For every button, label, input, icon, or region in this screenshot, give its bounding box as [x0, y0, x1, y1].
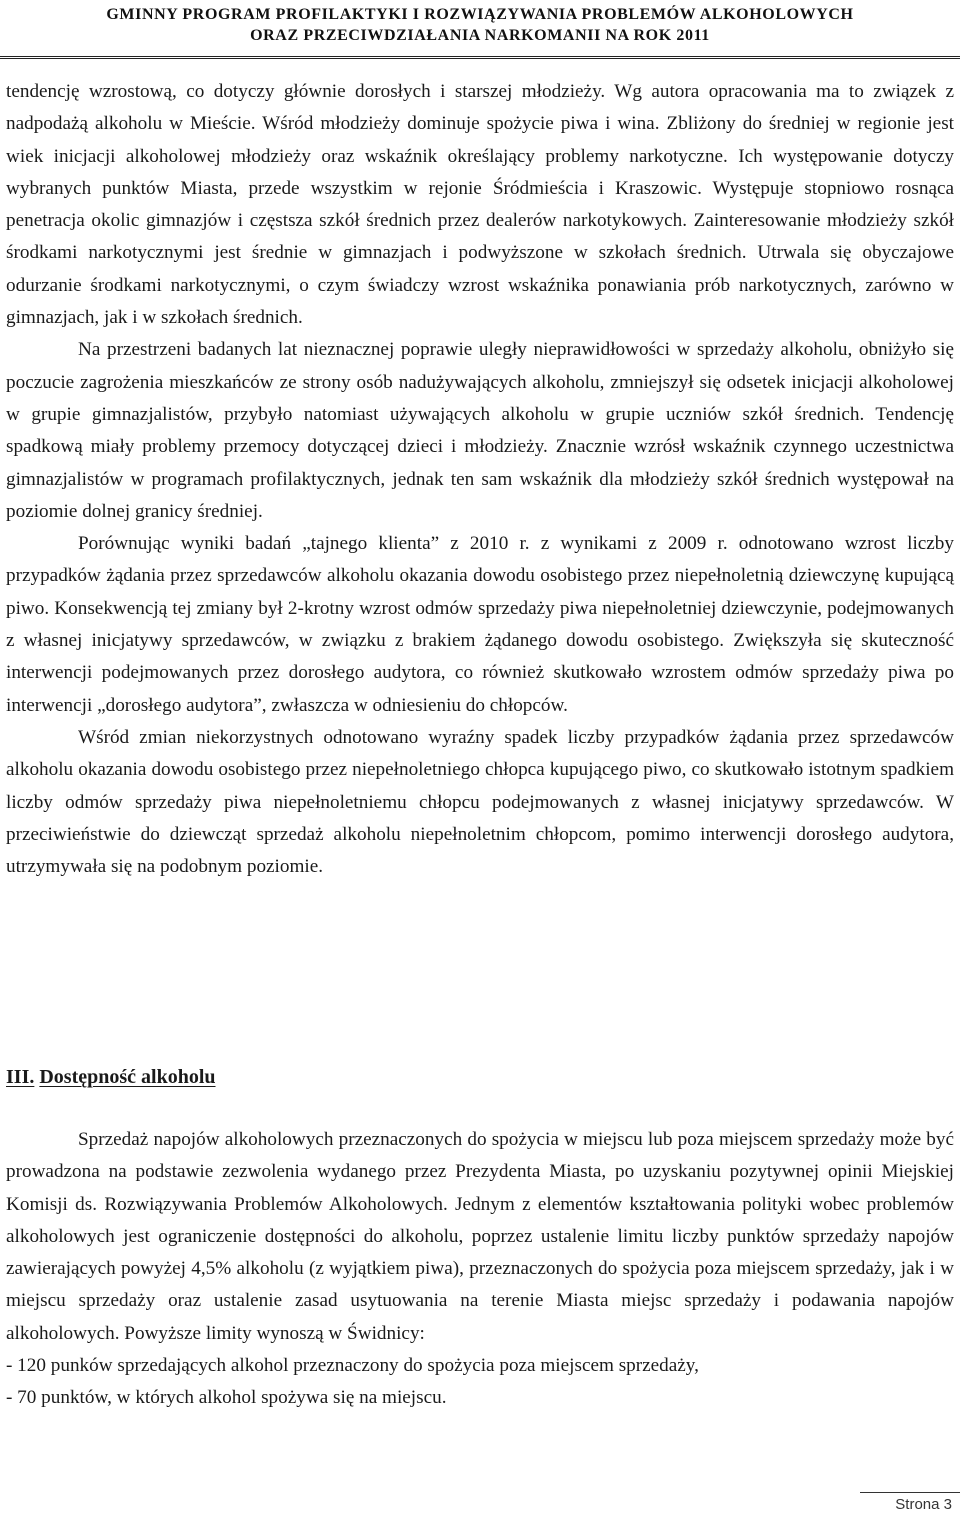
list-item: - 70 punktów, w których alkohol spożywa się na miejscu. — [6, 1387, 447, 1409]
section-number: III. — [6, 1066, 35, 1088]
page-number: Strona 3 — [895, 1496, 952, 1513]
document-header — [0, 0, 960, 58]
section-heading — [6, 1062, 216, 1092]
section-paragraph: Sprzedaż napojów alkoholowych przeznaczonych do spożycia w miejscu lub poza miejscem sprzedaży może być prowadzona na podstawie zezwolenia wydanego przez Prezydenta Miasta, po uzyskaniu pozytywnej opinii Miejskiej Komisji ds. Rozwiązywania Problemów Alkoholowych. Jednym z elementów kształtowania polityki wobec problemów alkoholowych jest ograniczenie dostępności do alkoholu, poprzez ustalenie limitu liczby punktów sprzedaży napojów zawierających powyżej 4,5% alkoholu (z wyjątkiem piwa), przeznaczonych do spożycia poza miejscem sprzedaży, jak i w miejscu sprzedaży oraz ustalenie zasad usytuowania na terenie Miasta miejsc sprzedaży i podawania napojów alkoholowych. Powyższe limity wynoszą w Świdnicy: — [6, 1129, 954, 1344]
list-item: - 120 punków sprzedających alkohol przeznaczony do spożycia poza miejscem sprzedaży, — [6, 1355, 699, 1377]
footer-divider — [860, 1492, 960, 1493]
paragraph-2: Na przestrzeni badanych lat nieznacznej poprawie uległy nieprawidłowości w sprzedaży alkoholu, obniżyło się poczucie zagrożenia mieszkańców ze strony osób nadużywających alkoholu, zmniejszył się odsetek inicjacji alkoholowej w grupie gimnazjalistów, przybyło natomiast używających alkoholu w grupie uczniów szkół średnich. Tendencję spadkową miały problemy przemocy dotyczącej dzieci i młodzieży. Znacznie wzrósł wskaźnik czynnego uczestnictwa gimnazjalistów w programach profilaktycznych, jednak ten sam wskaźnik dla młodzieży szkół średnich występował na poziomie dolnej granicy średniej. — [6, 339, 954, 522]
body-text — [6, 76, 954, 883]
header-divider — [0, 56, 960, 59]
section-title: Dostępność alkoholu — [39, 1066, 216, 1088]
paragraph-4: Wśród zmian niekorzystnych odnotowano wyraźny spadek liczby przypadków żądania przez sprzedawców alkoholu okazania dowodu osobistego przez niepełnoletniego chłopca kupującego piwo, co skutkowało istotnym spadkiem liczby odmów sprzedaży piwa niepełnoletniemu chłopcu podejmowanych z własnej inicjatywy sprzedawców. W przeciwieństwie do dziewcząt sprzedaż alkoholu niepełnoletnim chłopcom, pomimo interwencji dorosłego audytora, utrzymywała się na podobnym poziomie. — [6, 726, 954, 878]
header-line-2: ORAZ PRZECIWDZIAŁANIA NARKOMANII NA ROK 2011 — [250, 27, 710, 44]
paragraph-1: tendencję wzrostową, co dotyczy głównie dorosłych i starszej młodzieży. Wg autora opracowania ma to związek z nadpodażą alkoholu w Mieście. Wśród młodzieży dominuje spożycie piwa i wina. Zbliżony do średniej w regionie jest wiek inicjacji alkoholowej młodzieży oraz wskaźnik określający problemy narkotyczne. Ich występowanie dotyczy wybranych punktów Miasta, przede wszystkim w rejonie Śródmieścia i Kraszowic. Występuje stopniowo rosnąca penetracja okolic gimnazjów i częstsza szkół średnich przez dealerów narkotykowych. Zainteresowanie młodzieży szkół środkami narkotycznymi jest średnie w gimnazjach i podwyższone w szkołach średnich. Utrwala się obyczajowe odurzanie środkami narkotycznymi, o czym świadczy wzrost wskaźnika ponawiania prób narkotycznych, zarówno w gimnazjach, jak i w szkołach średnich. — [6, 81, 954, 329]
section-body — [6, 1124, 954, 1415]
header-line-1: GMINNY PROGRAM PROFILAKTYKI I ROZWIĄZYWANIA PROBLEMÓW ALKOHOLOWYCH — [106, 6, 854, 23]
paragraph-3: Porównując wyniki badań „tajnego klienta” z 2010 r. z wynikami z 2009 r. odnotowano wzrost liczby przypadków żądania przez sprzedawców alkoholu okazania dowodu osobistego przez niepełnoletnią dziewczynę kupującą piwo. Konsekwencją tej zmiany był 2-krotny wzrost odmów sprzedaży piwa niepełnoletniej dziewczynie, podejmowanych z własnej inicjatywy sprzedawców, w związku z brakiem żądanego dowodu osobistego. Zwiększyła się skuteczność interwencji podejmowanych przez dorosłego audytora, co również skutkowało wzrostem odmów sprzedaży piwa po interwencji „dorosłego audytora”, zwłaszcza w odniesieniu do chłopców. — [6, 533, 954, 716]
